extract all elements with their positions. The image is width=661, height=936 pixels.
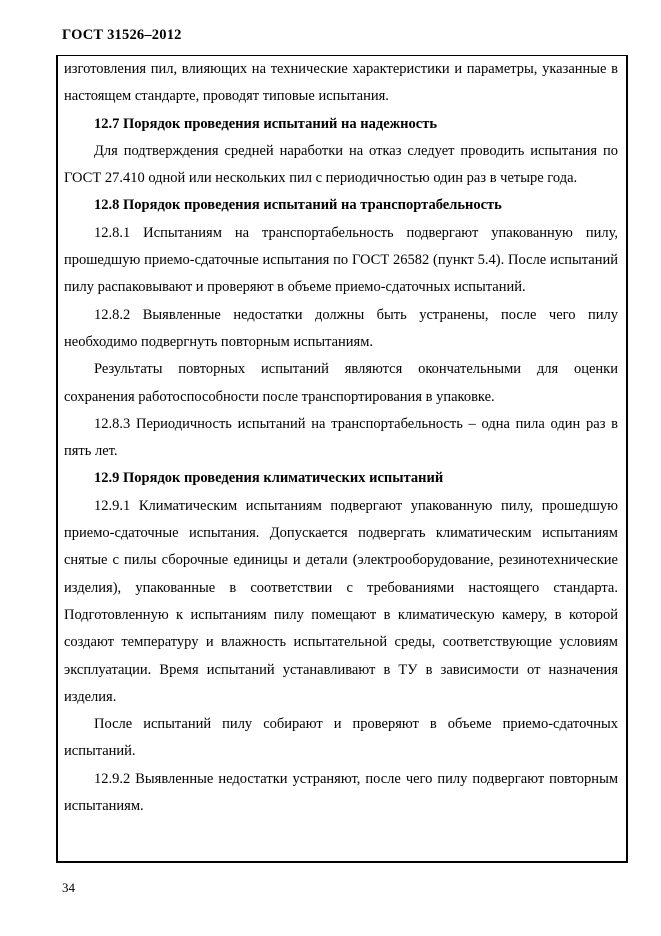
paragraph-after-tests: После испытаний пилу собирают и проверяют в объеме приемо-сдаточных испытаний. xyxy=(64,716,618,760)
document-body xyxy=(64,56,618,820)
paragraph-12-8-3: 12.8.3 Периодичность испытаний на транспортабельность – одна пила один раз в пять лет. xyxy=(64,415,618,460)
paragraph-repeat-results: Результаты повторных испытаний являются окончательными для оценки сохранения работоспособности после транспортирования в упаковке. xyxy=(64,361,618,405)
section-heading-12-8: 12.8 Порядок проведения испытаний на транспортабельность xyxy=(94,197,502,214)
section-heading-12-9: 12.9 Порядок проведения климатических испытаний xyxy=(94,470,444,487)
paragraph-12-9-1: 12.9.1 Климатическим испытаниям подвергают упакованную пилу, прошедшую приемо-сдаточные испытания. Допускается подвергать климатическим испытаниям снятые с пилы сборочные единицы и детали (электрооборудование, резинотехнические изделия), упакованные в соответствии с требованиями настоящего стандарта. Подготовленную к испытаниям пилу помещают в климатическую камеру, в которой создают температуру и влажность испытательной среды, соответствующие условиям эксплуатации. Время испытаний устанавливают в ТУ в зависимости от назначения изделия. xyxy=(64,497,618,705)
paragraph-continuation: изготовления пил, влияющих на технические характеристики и параметры, указанные в настоящем стандарте, проводят типовые испытания. xyxy=(64,61,618,105)
paragraph-reliability: Для подтверждения средней наработки на отказ следует проводить испытания по ГОСТ 27.410 одной или нескольких пил с периодичностью один раз в четыре года. xyxy=(64,142,618,187)
paragraph-12-8-1: 12.8.1 Испытаниям на транспортабельность подвергают упакованную пилу, прошедшую приемо-сдаточные испытания по ГОСТ 26582 (пункт 5.4). После испытаний пилу распаковывают и проверяют в объеме приемо-сдаточных испытаний. xyxy=(64,224,618,296)
text-frame xyxy=(56,55,628,863)
paragraph-12-9-2: 12.9.2 Выявленные недостатки устраняют, после чего пилу подвергают повторным испытаниям. xyxy=(64,770,618,815)
paragraph-12-8-2: 12.8.2 Выявленные недостатки должны быть устранены, после чего пилу необходимо подвергнуть повторным испытаниям. xyxy=(64,306,618,350)
section-heading-12-7: 12.7 Порядок проведения испытаний на надежность xyxy=(94,115,437,132)
page-number: 34 xyxy=(62,880,75,895)
document-header: ГОСТ 31526–2012 xyxy=(62,27,182,43)
